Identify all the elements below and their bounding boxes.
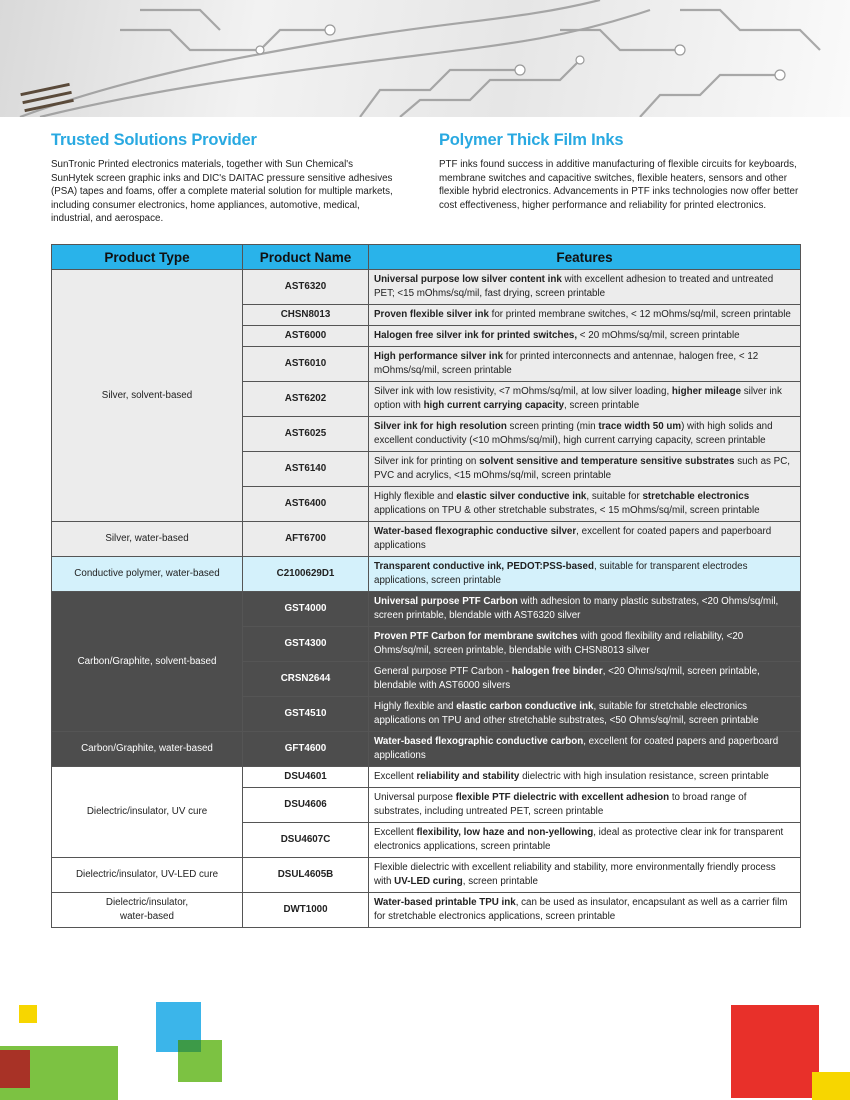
features-cell: Proven flexible silver ink for printed membrane switches, < 12 mOhms/sq/mil, screen printable (369, 305, 801, 326)
product-name-cell: GST4000 (243, 592, 369, 627)
right-section-body: PTF inks found success in additive manufacturing of flexible circuits for keyboards, membrane switches and capacitive switches, flexible heaters, sensors and other flexible hybrid electronics. Advancements in PTF inks technologies now offer better cost effectiveness, higher performance and reliability for printed electronics. (439, 159, 799, 211)
product-name-cell: DSUL4605B (243, 858, 369, 893)
features-cell: Transparent conductive ink, PEDOT:PSS-based, suitable for transparent electrodes applications, screen printable (369, 557, 801, 592)
table-row (52, 557, 801, 592)
product-name-cell: DSU4606 (243, 788, 369, 823)
product-name-cell: AST6140 (243, 452, 369, 487)
product-name-cell: AST6202 (243, 382, 369, 417)
product-name-cell: C2100629D1 (243, 557, 369, 592)
features-cell: Universal purpose PTF Carbon with adhesion to many plastic substrates, <20 Ohms/sq/mil, screen printable, blendable with AST6320 silver (369, 592, 801, 627)
features-cell: High performance silver ink for printed interconnects and antennae, halogen free, < 12 mOhms/sq/mil, screen printable (369, 347, 801, 382)
header-product-type: Product Type (52, 245, 243, 270)
table-row (52, 522, 801, 557)
header-banner-image (0, 0, 850, 117)
product-name-cell: AST6400 (243, 487, 369, 522)
yellow-square (19, 1005, 37, 1023)
product-type-cell: Dielectric/insulator, UV cure (52, 767, 243, 858)
features-cell: Silver ink with low resistivity, <7 mOhms/sq/mil, at low silver loading, higher mileage silver ink option with high current carrying capacity, screen printable (369, 382, 801, 417)
product-type-cell: Carbon/Graphite, water-based (52, 732, 243, 767)
product-name-cell: AST6010 (243, 347, 369, 382)
product-name-cell: DSU4607C (243, 823, 369, 858)
product-table (51, 244, 801, 928)
left-intro-section (51, 131, 396, 226)
features-cell: Highly flexible and elastic carbon conductive ink, suitable for stretchable electronics applications on TPU and other stretchable substrates, <50 Ohms/sq/mil, screen printable (369, 697, 801, 732)
dark-green-square (178, 1040, 201, 1052)
product-type-cell: Dielectric/insulator, UV-LED cure (52, 858, 243, 893)
product-name-cell: AST6320 (243, 270, 369, 305)
yellow-square-right (812, 1072, 850, 1100)
product-name-cell: GST4510 (243, 697, 369, 732)
features-cell: General purpose PTF Carbon - halogen free binder, <20 Ohms/sq/mil, screen printable, blendable with AST6000 silvers (369, 662, 801, 697)
product-name-cell: AST6025 (243, 417, 369, 452)
product-name-cell: DSU4601 (243, 767, 369, 788)
product-name-cell: AFT6700 (243, 522, 369, 557)
features-cell: Excellent reliability and stability dielectric with high insulation resistance, screen printable (369, 767, 801, 788)
right-intro-section (439, 131, 804, 212)
table-row (52, 732, 801, 767)
product-name-cell: DWT1000 (243, 893, 369, 928)
features-cell: Silver ink for high resolution screen printing (min trace width 50 um) with high solids and excellent conductivity (<10 mOhms/sq/mil), high current carrying capacity, screen printable (369, 417, 801, 452)
features-cell: Water-based printable TPU ink, can be used as insulator, encapsulant as well as a carrier film for stretchable electronics applications, screen printable (369, 893, 801, 928)
product-name-cell: CRSN2644 (243, 662, 369, 697)
right-section-title: Polymer Thick Film Inks (439, 131, 624, 149)
features-cell: Excellent flexibility, low haze and non-yellowing, ideal as protective clear ink for transparent electronics applications, screen printable (369, 823, 801, 858)
features-cell: Flexible dielectric with excellent reliability and stability, more environmentally friendly process with UV-LED curing, screen printable (369, 858, 801, 893)
red-square (731, 1005, 819, 1098)
features-cell: Highly flexible and elastic silver conductive ink, suitable for stretchable electronics applications on TPU & other stretchable substrates, < 15 mOhms/sq/mil, screen printable (369, 487, 801, 522)
features-cell: Water-based flexographic conductive carbon, excellent for coated papers and paperboard applications (369, 732, 801, 767)
left-section-body: SunTronic Printed electronics materials, together with Sun Chemical's SunHytek screen graphic inks and DIC's DAITAC pressure sensitive adhesives (PSA) tapes and foams, offer a complete material solution for multiple markets, including consumer electronics, home appliances, automotive, medical, industrial, and aerospace. (51, 159, 393, 224)
product-name-cell: AST6000 (243, 326, 369, 347)
header-product-name: Product Name (243, 245, 369, 270)
red-block-small (0, 1050, 30, 1088)
product-type-cell: Conductive polymer, water-based (52, 557, 243, 592)
product-type-cell: Carbon/Graphite, solvent-based (52, 592, 243, 732)
table-row (52, 767, 801, 788)
features-cell: Halogen free silver ink for printed switches, < 20 mOhms/sq/mil, screen printable (369, 326, 801, 347)
table-row (52, 270, 801, 305)
table-row (52, 858, 801, 893)
product-name-cell: CHSN8013 (243, 305, 369, 326)
header-features: Features (369, 245, 801, 270)
features-cell: Universal purpose low silver content ink with excellent adhesion to treated and untreated PET; <15 mOhms/sq/mil, fast drying, screen printable (369, 270, 801, 305)
circuit-illustration (0, 0, 850, 117)
left-section-title: Trusted Solutions Provider (51, 131, 257, 149)
features-cell: Proven PTF Carbon for membrane switches with good flexibility and reliability, <20 Ohms/sq/mil, screen printable, blendable with CHSN8013 silver (369, 627, 801, 662)
features-cell: Water-based flexographic conductive silver, excellent for coated papers and paperboard applications (369, 522, 801, 557)
table-header-row (52, 245, 801, 270)
table-row (52, 893, 801, 928)
product-name-cell: GST4300 (243, 627, 369, 662)
product-type-cell: Silver, solvent-based (52, 270, 243, 522)
product-type-cell: Silver, water-based (52, 522, 243, 557)
table-row (52, 592, 801, 627)
features-cell: Silver ink for printing on solvent sensitive and temperature sensitive substrates such as PC, PVC and acrylics, <15 mOhms/sq/mil, screen printable (369, 452, 801, 487)
product-type-cell: Dielectric/insulator, water-based (52, 893, 243, 928)
product-name-cell: GFT4600 (243, 732, 369, 767)
features-cell: Universal purpose flexible PTF dielectric with excellent adhesion to broad range of substrates, including untreated PET, screen printable (369, 788, 801, 823)
